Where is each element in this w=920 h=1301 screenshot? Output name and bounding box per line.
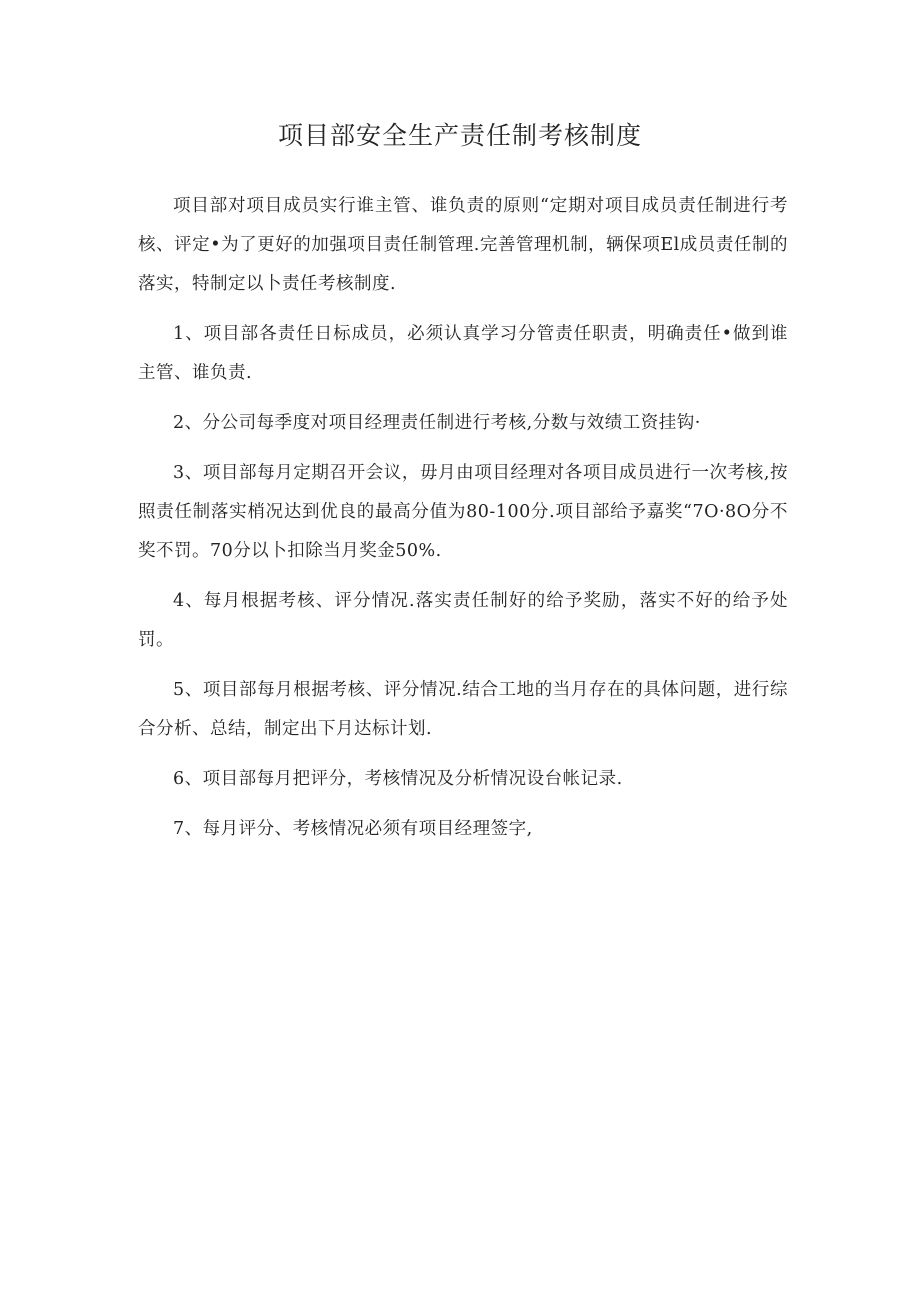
- clause-6-paragraph: 6、项目部每月把评分，考核情况及分析情况设台帐记录.: [173, 769, 623, 789]
- clause-1-paragraph: 1、项目部各责任日标成员，必须认真学习分管责任职责，明确责任•做到谁主管、谁负责.: [138, 324, 788, 383]
- intro-paragraph: 项目部对项目成员实行谁主管、谁负责的原则“定期对项目成员责任制进行考核、评定•为了更好的加强项目责任制管理.完善管理机制，辆保项El成员责任制的落实，特制定以卜责任考核制度.: [138, 196, 788, 294]
- clause-4-paragraph: 4、每月根据考核、评分情况.落实责任制好的给予奖励，落实不好的给予处罚。: [138, 591, 788, 650]
- clause-7-paragraph: 7、每月评分、考核情况必须有项目经理签字,: [173, 819, 533, 839]
- document-body: [138, 187, 788, 849]
- document-title: 项目部安全生产责任制考核制度: [277, 121, 642, 150]
- clause-5-paragraph: 5、项目部每月根据考核、评分情况.结合工地的当月存在的具体问题，进行综合分析、总结，制定出下月达标计划.: [138, 680, 788, 739]
- clause-3-paragraph: 3、项目部每月定期召开会议，毋月由项目经理对各项目成员进行一次考核,按照责任制落实梢况达到优良的最高分值为80-100分.项目部给予嘉奖“7O·8O分不奖不罚。70分以卜扣除当月奖金50%.: [138, 463, 788, 561]
- clause-2-paragraph: 2、分公司每季度对项目经理责任制进行考核,分数与效绩工资挂钩·: [173, 413, 701, 433]
